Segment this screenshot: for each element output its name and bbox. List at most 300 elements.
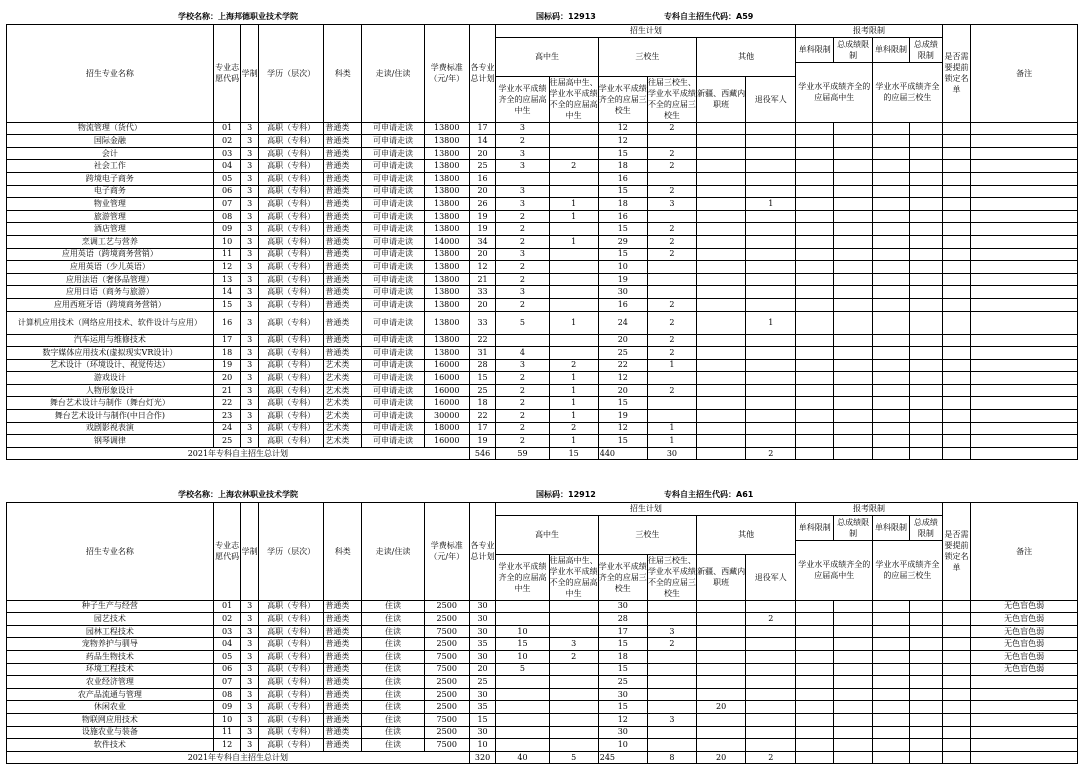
table-cell: 可申请走读	[362, 273, 424, 286]
table-cell	[942, 650, 971, 663]
table-cell: 14	[213, 286, 241, 299]
table-cell	[971, 311, 1078, 334]
table-cell: 普通类	[324, 198, 362, 211]
table-cell: 高职（专科）	[258, 248, 324, 261]
table-cell: 1	[549, 235, 598, 248]
table-cell: 18	[213, 347, 241, 360]
table-cell: 高职（专科）	[258, 600, 324, 613]
table-cell: 22	[469, 410, 496, 423]
table-cell: 13800	[424, 261, 469, 274]
table-cell	[834, 650, 873, 663]
table-cell: 可申请走读	[362, 261, 424, 274]
table-cell	[971, 372, 1078, 385]
table-cell	[873, 135, 910, 148]
header-limit: 报考限制	[796, 25, 942, 38]
table-row	[7, 600, 1078, 613]
total-cell: 546	[469, 447, 496, 460]
table-cell	[942, 347, 971, 360]
table-cell: 15	[496, 638, 549, 651]
table-cell	[909, 185, 942, 198]
table-cell: 15	[598, 638, 647, 651]
table-cell	[697, 235, 746, 248]
table-cell: 35	[469, 701, 496, 714]
table-cell	[873, 638, 910, 651]
table-cell	[909, 248, 942, 261]
table-cell: 22	[213, 397, 241, 410]
header-sanxiao: 三校生	[598, 515, 696, 554]
table-row	[7, 688, 1078, 701]
table-cell: 2	[647, 298, 696, 311]
table-cell	[746, 625, 796, 638]
table-row	[7, 676, 1078, 689]
table-cell: 2500	[424, 701, 469, 714]
table-cell	[942, 625, 971, 638]
table-cell	[746, 688, 796, 701]
program-name-cell: 电子商务	[7, 185, 214, 198]
header-l-sx-single: 单科限制	[873, 37, 910, 62]
table-cell: 高职（专科）	[258, 739, 324, 752]
table-cell: 住读	[362, 676, 424, 689]
table-cell	[971, 713, 1078, 726]
table-cell	[796, 261, 834, 274]
table-cell	[971, 701, 1078, 714]
table-cell: 无色盲色弱	[971, 638, 1078, 651]
table-cell: 7500	[424, 713, 469, 726]
header-sx-a: 学业水平成绩齐全的应届三校生	[598, 76, 647, 122]
table-cell	[647, 701, 696, 714]
table-cell	[746, 334, 796, 347]
table-cell	[873, 397, 910, 410]
table-row	[7, 160, 1078, 173]
table-cell	[942, 359, 971, 372]
header-l-sx-desc: 学业水平成绩齐全的应届三校生	[873, 62, 943, 122]
total-cell	[834, 447, 873, 460]
table-cell: 2	[496, 410, 549, 423]
table-cell: 可申请走读	[362, 160, 424, 173]
table-cell: 可申请走读	[362, 210, 424, 223]
table-cell	[549, 613, 598, 626]
table-cell	[873, 298, 910, 311]
table-cell	[697, 185, 746, 198]
table-cell	[647, 613, 696, 626]
table-cell: 艺术类	[324, 384, 362, 397]
table-cell: 03	[213, 625, 241, 638]
table-cell	[873, 223, 910, 236]
table-cell: 33	[469, 311, 496, 334]
table-cell: 普通类	[324, 172, 362, 185]
table-cell: 可申请走读	[362, 223, 424, 236]
header-vet: 退役军人	[746, 76, 796, 122]
table-cell: 10	[598, 261, 647, 274]
gb-code: 国标码：12913	[536, 12, 596, 21]
table-cell: 12	[598, 135, 647, 148]
table-cell: 可申请走读	[362, 172, 424, 185]
table-cell	[873, 600, 910, 613]
table-cell: 可申请走读	[362, 248, 424, 261]
table-cell	[971, 359, 1078, 372]
table-cell: 普通类	[324, 613, 362, 626]
table-cell: 3	[241, 726, 258, 739]
program-name-cell: 种子生产与经营	[7, 600, 214, 613]
table-cell	[834, 726, 873, 739]
table-cell	[909, 311, 942, 334]
table-cell: 住读	[362, 600, 424, 613]
table-cell: 2	[647, 384, 696, 397]
table-cell: 25	[469, 384, 496, 397]
table-row	[7, 198, 1078, 211]
table-cell: 22	[598, 359, 647, 372]
table-cell	[971, 261, 1078, 274]
table-row	[7, 185, 1078, 198]
table-cell: 12	[598, 372, 647, 385]
total-cell: 5	[549, 751, 598, 764]
table-cell: 高职（专科）	[258, 135, 324, 148]
table-cell: 15	[469, 713, 496, 726]
table-cell: 高职（专科）	[258, 273, 324, 286]
table-cell	[746, 147, 796, 160]
table-cell: 13800	[424, 135, 469, 148]
table-cell: 3	[241, 372, 258, 385]
table-cell: 20	[469, 663, 496, 676]
table-cell: 2	[746, 613, 796, 626]
table-cell	[647, 600, 696, 613]
table-cell: 13800	[424, 172, 469, 185]
table-row	[7, 625, 1078, 638]
table-cell: 2	[549, 160, 598, 173]
table-cell	[549, 223, 598, 236]
table-cell	[647, 372, 696, 385]
table-cell: 7500	[424, 650, 469, 663]
program-name-cell: 数字媒体应用技术(虚拟现实VR设计）	[7, 347, 214, 360]
table-cell: 高职（专科）	[258, 688, 324, 701]
total-cell: 2	[746, 751, 796, 764]
table-cell	[942, 210, 971, 223]
table-cell: 10	[213, 235, 241, 248]
table-cell: 普通类	[324, 625, 362, 638]
table-cell	[834, 135, 873, 148]
header-l-hs-single: 单科限制	[796, 515, 834, 540]
table-cell: 1	[549, 435, 598, 448]
table-cell: 18	[469, 397, 496, 410]
table-cell: 12	[213, 739, 241, 752]
table-cell: 高职（专科）	[258, 638, 324, 651]
table-cell	[647, 676, 696, 689]
table-cell: 2	[496, 384, 549, 397]
table-cell	[697, 372, 746, 385]
table-head	[7, 25, 1078, 123]
table-cell: 16000	[424, 372, 469, 385]
table-cell	[971, 347, 1078, 360]
table-cell	[971, 135, 1078, 148]
table-cell: 30	[598, 286, 647, 299]
table-cell	[746, 359, 796, 372]
table-cell	[873, 248, 910, 261]
table-cell: 25	[598, 347, 647, 360]
program-name-cell: 戏剧影视表演	[7, 422, 214, 435]
table-cell: 住读	[362, 638, 424, 651]
table-cell: 2500	[424, 600, 469, 613]
table-cell: 高职（专科）	[258, 372, 324, 385]
table-cell	[796, 688, 834, 701]
table-cell	[873, 286, 910, 299]
header-l-sx-single: 单科限制	[873, 515, 910, 540]
header-years: 学制	[241, 503, 258, 601]
table-cell	[496, 739, 549, 752]
school-name: 学校名称：上海农林职业技术学院	[178, 490, 298, 499]
table-cell: 高职（专科）	[258, 311, 324, 334]
table-cell: 高职（专科）	[258, 625, 324, 638]
table-cell	[746, 235, 796, 248]
table-cell	[834, 739, 873, 752]
table-cell: 19	[598, 410, 647, 423]
table-cell	[909, 384, 942, 397]
table-cell: 艺术类	[324, 372, 362, 385]
table-cell	[834, 298, 873, 311]
table-row	[7, 286, 1078, 299]
table-cell	[834, 273, 873, 286]
school-block-nonglin	[6, 488, 1078, 764]
table-cell	[909, 600, 942, 613]
header-hs: 高中生	[496, 37, 598, 76]
table-cell: 30	[598, 726, 647, 739]
table-cell: 12	[598, 122, 647, 135]
table-cell: 普通类	[324, 638, 362, 651]
table-cell	[834, 600, 873, 613]
table-cell: 23	[213, 410, 241, 423]
table-cell: 16	[598, 210, 647, 223]
table-cell	[549, 676, 598, 689]
table-cell: 3	[549, 638, 598, 651]
table-cell	[746, 638, 796, 651]
table-cell: 3	[241, 334, 258, 347]
table-cell: 普通类	[324, 298, 362, 311]
table-cell: 可申请走读	[362, 384, 424, 397]
table-cell: 12	[469, 261, 496, 274]
header-other: 其他	[697, 515, 796, 554]
program-name-cell: 农产品流通与管理	[7, 688, 214, 701]
header-l-sx-desc: 学业水平成绩齐全的应届三校生	[873, 540, 943, 600]
table-cell	[909, 676, 942, 689]
table-cell: 3	[241, 422, 258, 435]
table-cell: 17	[469, 122, 496, 135]
table-cell: 24	[213, 422, 241, 435]
total-cell: 59	[496, 447, 549, 460]
table-cell	[697, 638, 746, 651]
table-cell: 16000	[424, 384, 469, 397]
table-cell: 2	[647, 223, 696, 236]
table-cell	[496, 334, 549, 347]
table-row	[7, 372, 1078, 385]
table-cell	[942, 384, 971, 397]
table-cell: 1	[746, 198, 796, 211]
table-row	[7, 223, 1078, 236]
table-row	[7, 384, 1078, 397]
table-cell: 3	[241, 701, 258, 714]
table-cell	[834, 286, 873, 299]
table-cell	[971, 185, 1078, 198]
table-cell	[746, 286, 796, 299]
header-code: 专业志愿代码	[213, 25, 241, 123]
table-cell	[746, 261, 796, 274]
table-cell	[909, 223, 942, 236]
table-cell	[834, 160, 873, 173]
table-cell	[834, 713, 873, 726]
table-cell: 2	[496, 261, 549, 274]
table-cell	[909, 334, 942, 347]
table-cell: 普通类	[324, 135, 362, 148]
table-cell	[647, 688, 696, 701]
table-cell	[971, 235, 1078, 248]
table-cell: 01	[213, 600, 241, 613]
table-cell	[796, 147, 834, 160]
table-cell: 2	[647, 122, 696, 135]
table-cell	[942, 713, 971, 726]
table-cell	[796, 298, 834, 311]
table-cell	[909, 172, 942, 185]
table-cell: 普通类	[324, 701, 362, 714]
table-cell	[834, 172, 873, 185]
table-cell: 2	[647, 160, 696, 173]
table-cell	[942, 198, 971, 211]
program-name-cell: 应用法语（奢侈品管理）	[7, 273, 214, 286]
table-cell	[873, 347, 910, 360]
table-cell	[549, 334, 598, 347]
table-cell: 1	[549, 311, 598, 334]
table-cell: 住读	[362, 739, 424, 752]
table-cell	[746, 135, 796, 148]
table-cell: 15	[469, 372, 496, 385]
table-cell	[909, 739, 942, 752]
table-cell	[746, 172, 796, 185]
total-label: 2021年专科自主招生总计划	[7, 751, 470, 764]
table-cell: 14000	[424, 235, 469, 248]
table-cell: 普通类	[324, 185, 362, 198]
table-cell: 19	[598, 273, 647, 286]
table-cell	[873, 613, 910, 626]
table-cell	[697, 135, 746, 148]
table-cell	[834, 410, 873, 423]
table-cell	[909, 261, 942, 274]
table-cell: 3	[496, 160, 549, 173]
header-l-sx-total: 总成绩限制	[909, 515, 942, 540]
table-cell	[942, 248, 971, 261]
total-cell	[697, 447, 746, 460]
program-name-cell: 应用日语（商务与旅游）	[7, 286, 214, 299]
table-cell: 18000	[424, 422, 469, 435]
table-cell: 2	[496, 135, 549, 148]
program-name-cell: 物流管理（货代）	[7, 122, 214, 135]
table-cell: 13800	[424, 334, 469, 347]
table-cell	[796, 311, 834, 334]
table-cell	[549, 298, 598, 311]
table-cell: 25	[598, 676, 647, 689]
table-cell	[746, 298, 796, 311]
table-row	[7, 435, 1078, 448]
table-cell	[909, 372, 942, 385]
table-cell	[697, 739, 746, 752]
table-cell	[834, 384, 873, 397]
table-cell: 14	[469, 135, 496, 148]
table-cell: 2500	[424, 676, 469, 689]
table-cell: 3	[241, 625, 258, 638]
header-l-sx-total: 总成绩限制	[909, 37, 942, 62]
table-cell	[873, 160, 910, 173]
table-cell	[873, 676, 910, 689]
table-cell	[549, 625, 598, 638]
table-cell	[697, 334, 746, 347]
table-cell: 住读	[362, 650, 424, 663]
table-cell: 3	[241, 613, 258, 626]
table-cell: 17	[213, 334, 241, 347]
table-cell: 无色盲色弱	[971, 625, 1078, 638]
header-sx-b: 往届三校生、学业水平成绩不全的应届三校生	[647, 556, 696, 599]
table-cell: 18	[598, 650, 647, 663]
program-name-cell: 酒店管理	[7, 223, 214, 236]
table-cell: 高职（专科）	[258, 713, 324, 726]
table-cell	[909, 410, 942, 423]
table-cell: 18	[598, 198, 647, 211]
header-category: 科类	[324, 503, 362, 601]
header-l-hs-total: 总成绩限制	[834, 37, 873, 62]
total-row	[7, 751, 1078, 764]
table-cell: 13800	[424, 347, 469, 360]
table-cell: 13800	[424, 248, 469, 261]
table-cell: 28	[469, 359, 496, 372]
table-cell: 可申请走读	[362, 147, 424, 160]
table-cell	[796, 223, 834, 236]
table-cell: 住读	[362, 713, 424, 726]
school-name: 学校名称：上海邦德职业技术学院	[178, 12, 298, 21]
table-cell: 07	[213, 198, 241, 211]
table-cell: 22	[469, 334, 496, 347]
table-cell: 3	[496, 122, 549, 135]
table-cell: 17	[469, 422, 496, 435]
table-cell	[697, 410, 746, 423]
table-cell	[697, 273, 746, 286]
header-level: 学历（层次）	[258, 503, 324, 601]
total-cell	[873, 447, 910, 460]
table-cell: 3	[241, 135, 258, 148]
program-name-cell: 社会工作	[7, 160, 214, 173]
header-l-hs-desc: 学业水平成绩齐全的应届高中生	[796, 62, 873, 122]
table-cell: 高职（专科）	[258, 422, 324, 435]
table-cell: 普通类	[324, 261, 362, 274]
table-cell	[971, 688, 1078, 701]
table-cell	[746, 372, 796, 385]
table-cell: 1	[647, 422, 696, 435]
table-cell: 15	[598, 248, 647, 261]
table-cell: 2	[496, 372, 549, 385]
table-cell	[746, 122, 796, 135]
table-cell	[697, 713, 746, 726]
table-cell: 7500	[424, 739, 469, 752]
table-cell: 高职（专科）	[258, 613, 324, 626]
table-cell	[647, 663, 696, 676]
table-cell	[873, 235, 910, 248]
table-cell: 高职（专科）	[258, 286, 324, 299]
program-name-cell: 宠物养护与驯导	[7, 638, 214, 651]
table-cell: 3	[241, 286, 258, 299]
table-cell	[647, 286, 696, 299]
table-cell: 普通类	[324, 713, 362, 726]
table-cell	[834, 688, 873, 701]
table-cell: 04	[213, 638, 241, 651]
program-name-cell: 钢琴调律	[7, 435, 214, 448]
table-cell: 3	[241, 198, 258, 211]
table-cell	[909, 701, 942, 714]
table-cell: 2	[496, 422, 549, 435]
table-cell	[873, 273, 910, 286]
